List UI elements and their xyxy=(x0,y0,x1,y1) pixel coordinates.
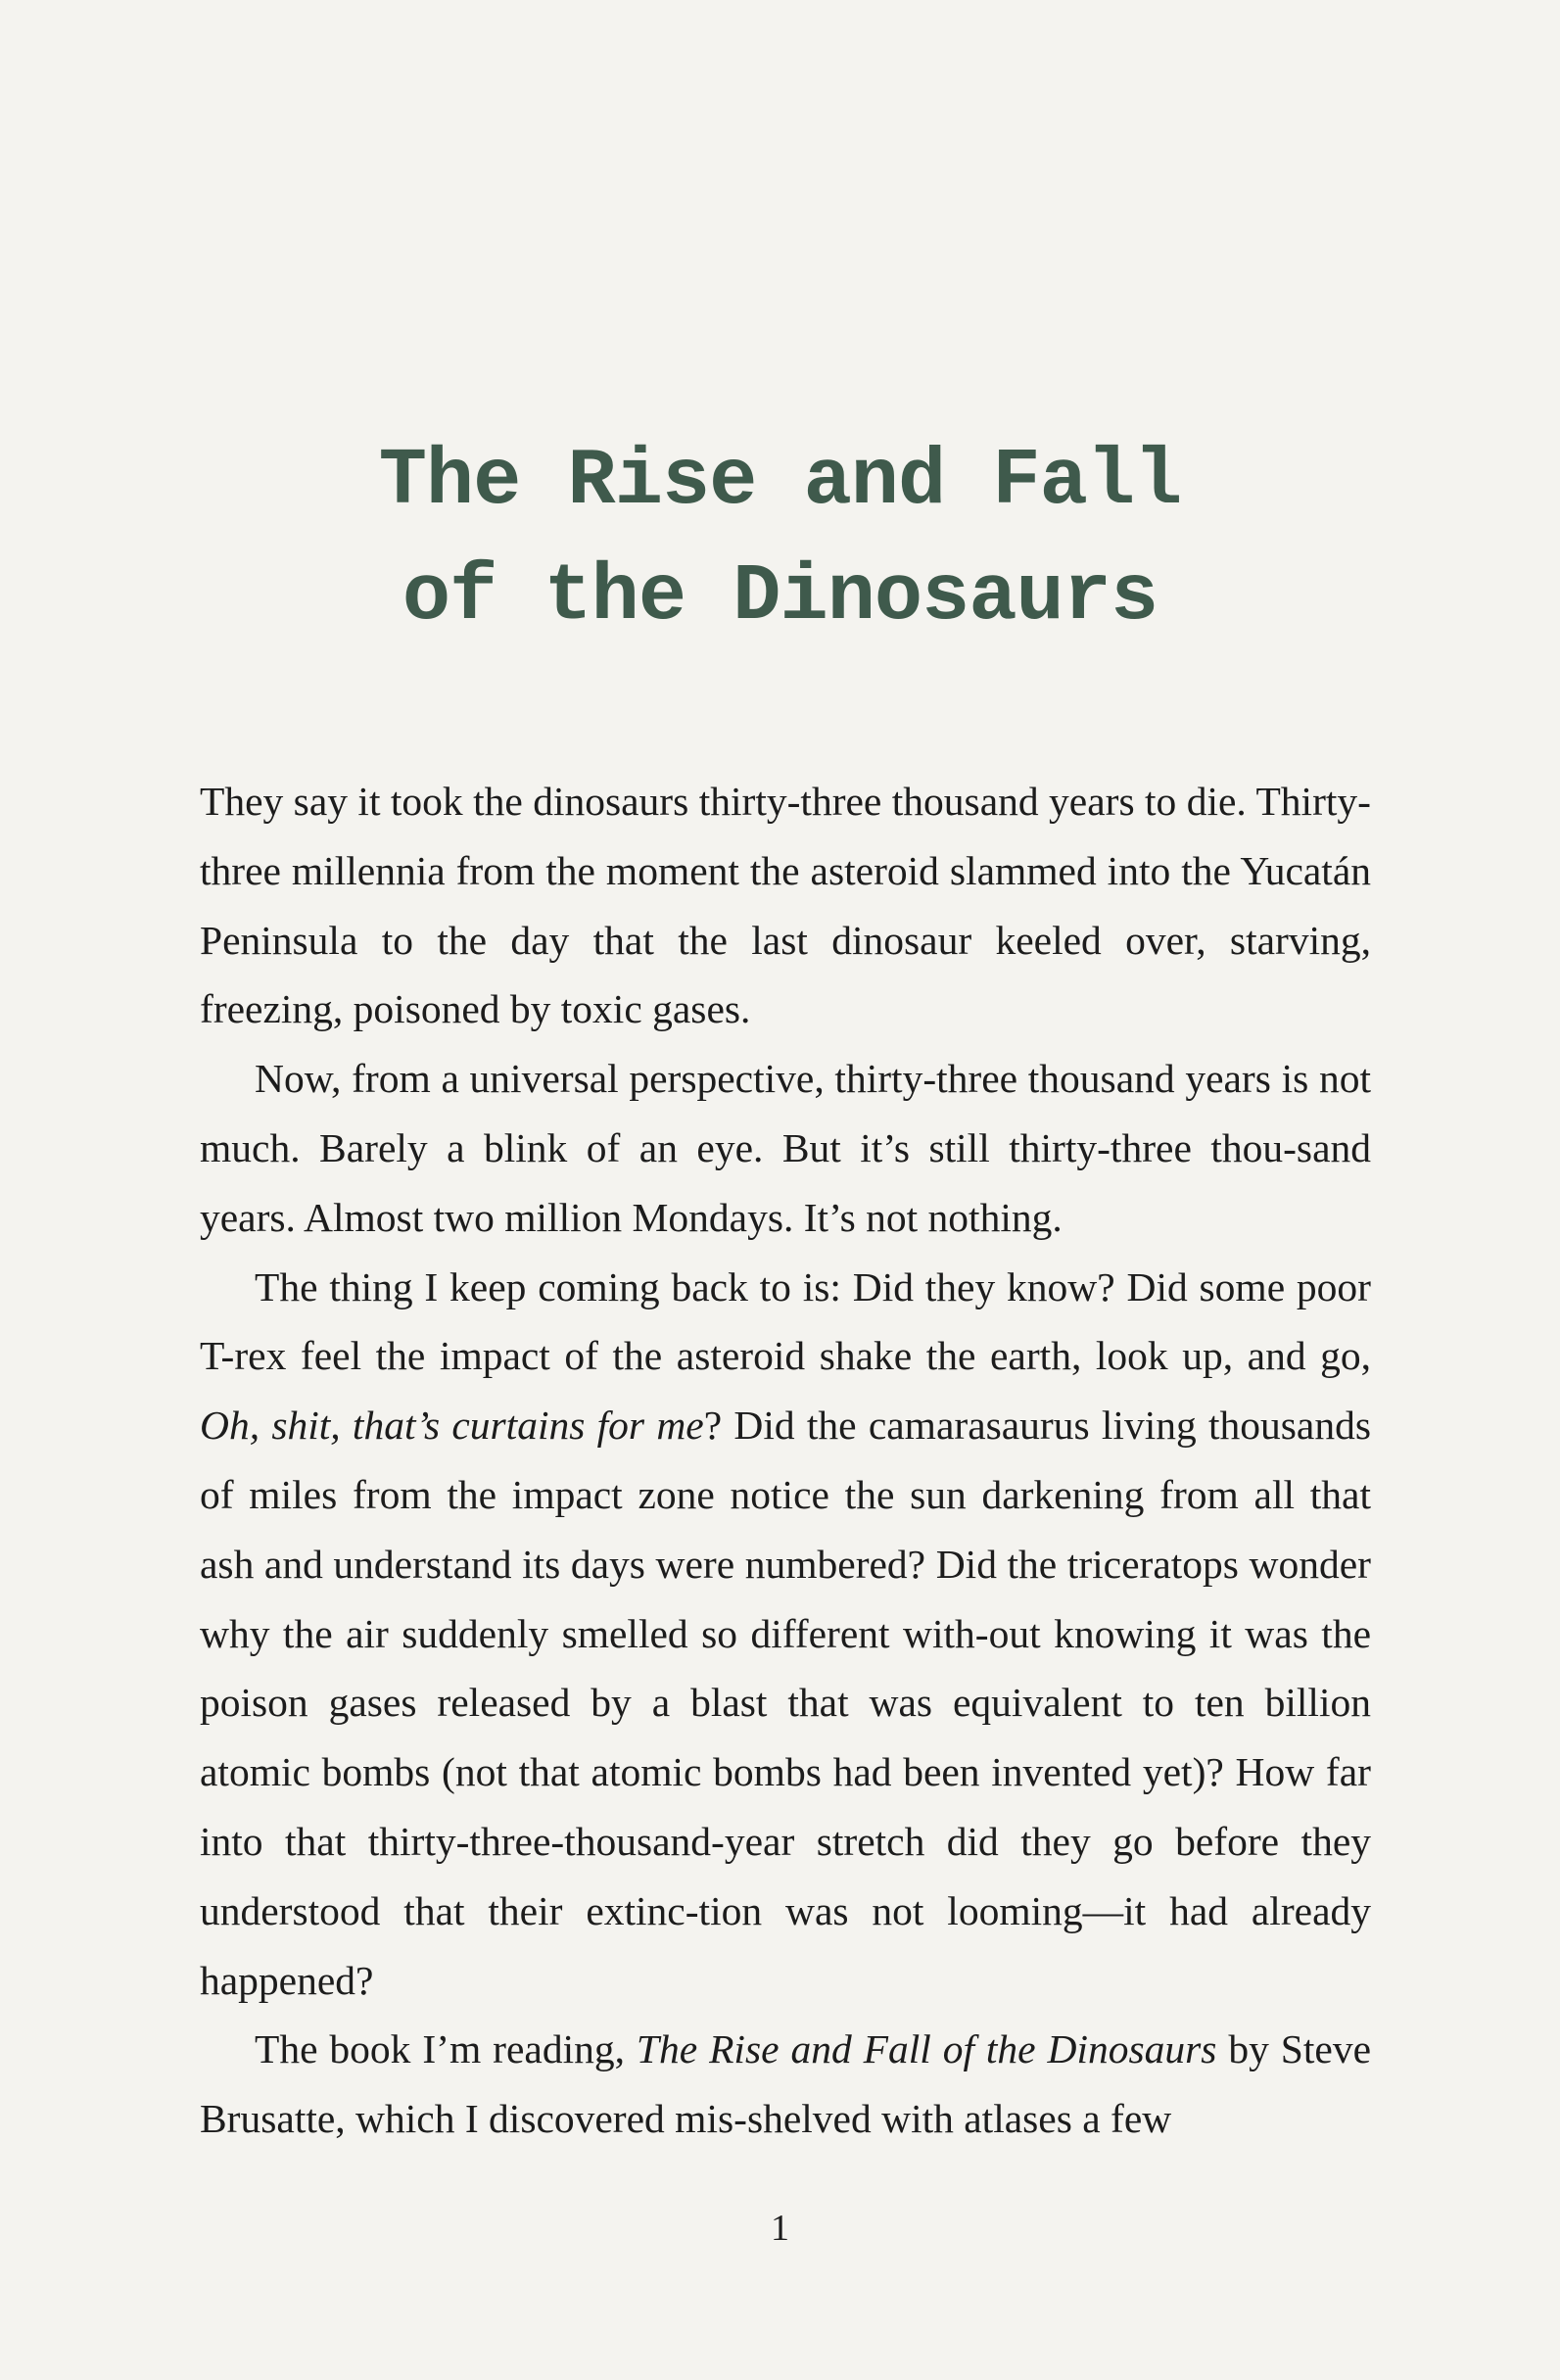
chapter-title-line-1: The Rise and Fall xyxy=(378,435,1182,527)
paragraph xyxy=(200,1253,1371,2016)
page-number: 1 xyxy=(771,2208,789,2249)
paragraph-text: They say it took the dinosaurs thirty-three thousand years to die. Thirty-three millennia from the moment the asteroid slammed into the Yucatán Peninsula to the day that the last dinosaur keeled over, starving, freezing, poisoned by toxic gases. xyxy=(200,779,1371,1032)
chapter-title-line-2: of the Dinosaurs xyxy=(402,550,1158,643)
paragraph xyxy=(200,2015,1371,2154)
chapter-body xyxy=(200,767,1371,2154)
paragraph xyxy=(200,1044,1371,1252)
paragraph-text: Now, from a universal perspective, thirty-three thousand years is not much. Barely a blink of an eye. But it’s still thirty-three thou-sand years. Almost two million Mondays. It’s not nothing. xyxy=(200,1056,1371,1240)
paragraph xyxy=(200,767,1371,1044)
paragraph-text: ? Did the camarasaurus living thousands of miles from the impact zone notice the sun darkening from all that ash and understand its days were numbered? Did the triceratops wonder why the air suddenly smelled so different with-out knowing it was the poison gases released by a blast that was equivalent to ten billion atomic bombs (not that atomic bombs had been invented yet)? How far into that thirty-three-thousand-year stretch did they go before they understood that their extinc-tion was not looming—it had already happened? xyxy=(200,1403,1371,2003)
chapter-title xyxy=(196,424,1364,655)
book-title-italic: The Rise and Fall of the Dinosaurs xyxy=(636,2026,1217,2072)
paragraph-text: The thing I keep coming back to is: Did they know? Did some poor T-rex feel the impact of the asteroid shake the earth, look up, and go, xyxy=(200,1263,1371,1379)
italic-quote: Oh, shit, that’s curtains for me xyxy=(200,1403,704,1449)
paragraph-text: by Steve Brusatte, which I discovered mis-shelved with atlases a few xyxy=(200,2026,1371,2142)
paragraph-text: The book I’m reading, xyxy=(255,2026,637,2072)
